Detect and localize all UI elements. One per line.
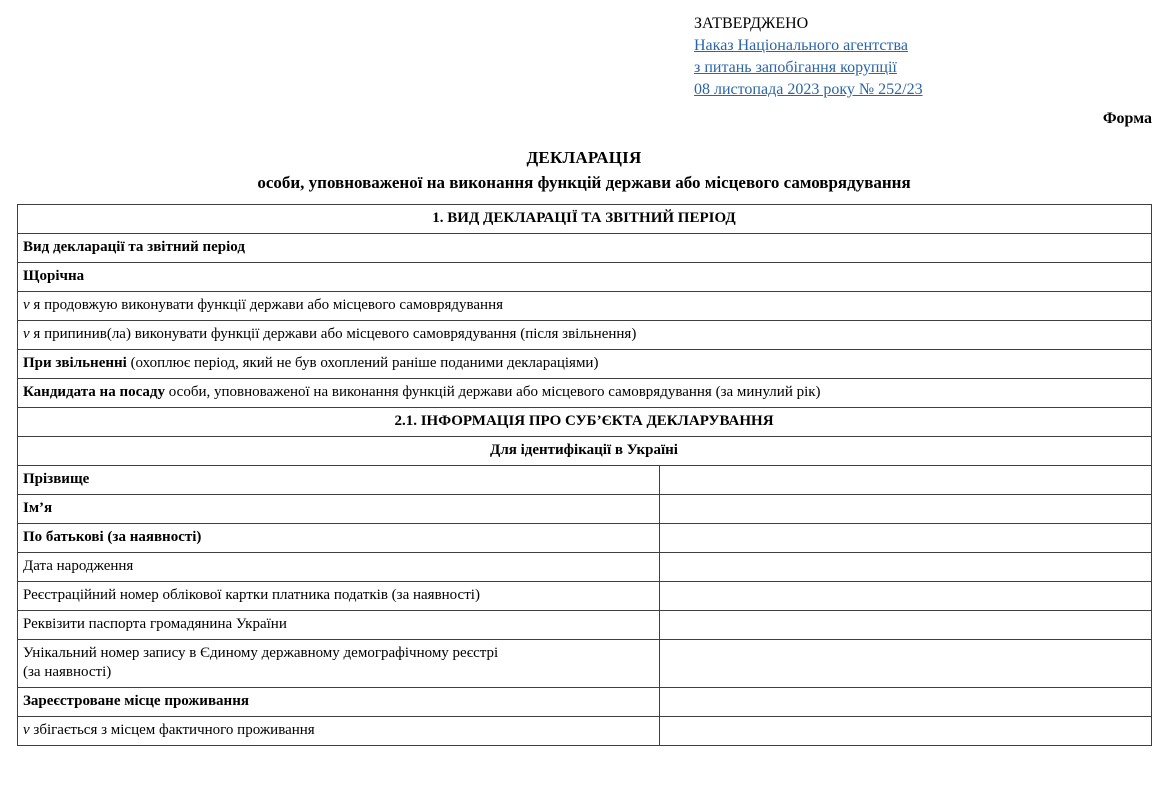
approved-label: ЗАТВЕРДЖЕНО [694,15,809,32]
label-cell: Прізвище [18,466,660,495]
row-passport [18,611,1152,640]
row-matches-actual-residence [18,717,1152,746]
checkmark-v-marker: v [23,297,34,313]
section-1-header [18,205,1152,234]
label-cell: Для ідентифікації в Україні [18,437,1152,466]
row-birth-date [18,553,1152,582]
value-cell [660,717,1152,746]
checkmark-v-marker: v [23,722,34,738]
order-link-line2[interactable]: з питань запобігання корупції [694,59,897,76]
row-candidate [18,379,1152,408]
row-tax-number [18,582,1152,611]
label-cell: Дата народження [18,553,660,582]
label-cell: v збігається з місцем фактичного проживання [18,717,660,746]
label-cell: Щорічна [18,263,1152,292]
form-label: Форма [1102,110,1152,127]
label-cell: v я продовжую виконувати функції держави або місцевого самоврядування [18,292,1152,321]
row-stopped-functions [18,321,1152,350]
label-cell: Вид декларації та звітний період [18,234,1152,263]
section-2-1-header [18,408,1152,437]
row-declaration-type [18,234,1152,263]
row-patronymic [18,524,1152,553]
row-annual [18,263,1152,292]
value-cell [660,688,1152,717]
section-header-cell: 1. ВИД ДЕКЛАРАЦІЇ ТА ЗВІТНИЙ ПЕРІОД [18,205,1152,234]
label-cell: При звільненні (охоплює період, який не був охоплений раніше поданими деклараціями) [18,350,1152,379]
row-identification-ukraine [18,437,1152,466]
approval-block [0,0,1168,101]
label-cell: Кандидата на посаду особи, уповноваженої на виконання функцій держави або місцевого самоврядування (за минулий рік) [18,379,1152,408]
value-cell [660,582,1152,611]
label-cell: Реєстраційний номер облікової картки платника податків (за наявності) [18,582,660,611]
value-cell [660,466,1152,495]
row-demographic-registry [18,640,1152,688]
row-continue-functions [18,292,1152,321]
label-cell: Зареєстроване місце проживання [18,688,660,717]
document-title: ДЕКЛАРАЦІЯ [526,148,642,167]
label-cell: По батькові (за наявності) [18,524,660,553]
row-first-name [18,495,1152,524]
label-cell: Реквізити паспорта громадянина України [18,611,660,640]
value-cell [660,640,1152,688]
value-cell [660,495,1152,524]
label-cell: Ім’я [18,495,660,524]
label-cell: v я припинив(ла) виконувати функції держави або місцевого самоврядування (після звільнення) [18,321,1152,350]
section-header-cell: 2.1. ІНФОРМАЦІЯ ПРО СУБ’ЄКТА ДЕКЛАРУВАННЯ [18,408,1152,437]
value-cell [660,524,1152,553]
label-cell: Унікальний номер запису в Єдиному державному демографічному реєстрі (за наявності) [18,640,660,688]
row-upon-dismissal [18,350,1152,379]
declaration-table [17,204,1152,746]
checkmark-v-marker: v [23,326,34,342]
order-link-line3[interactable]: 08 листопада 2023 року № 252/23 [694,81,923,98]
declaration-table-body [18,205,1152,746]
value-cell [660,553,1152,582]
document-subtitle: особи, уповноваженої на виконання функцій держави або місцевого самоврядування [257,173,911,192]
value-cell [660,611,1152,640]
row-registered-residence [18,688,1152,717]
row-surname [18,466,1152,495]
order-link-line1[interactable]: Наказ Національного агентства [694,37,908,54]
